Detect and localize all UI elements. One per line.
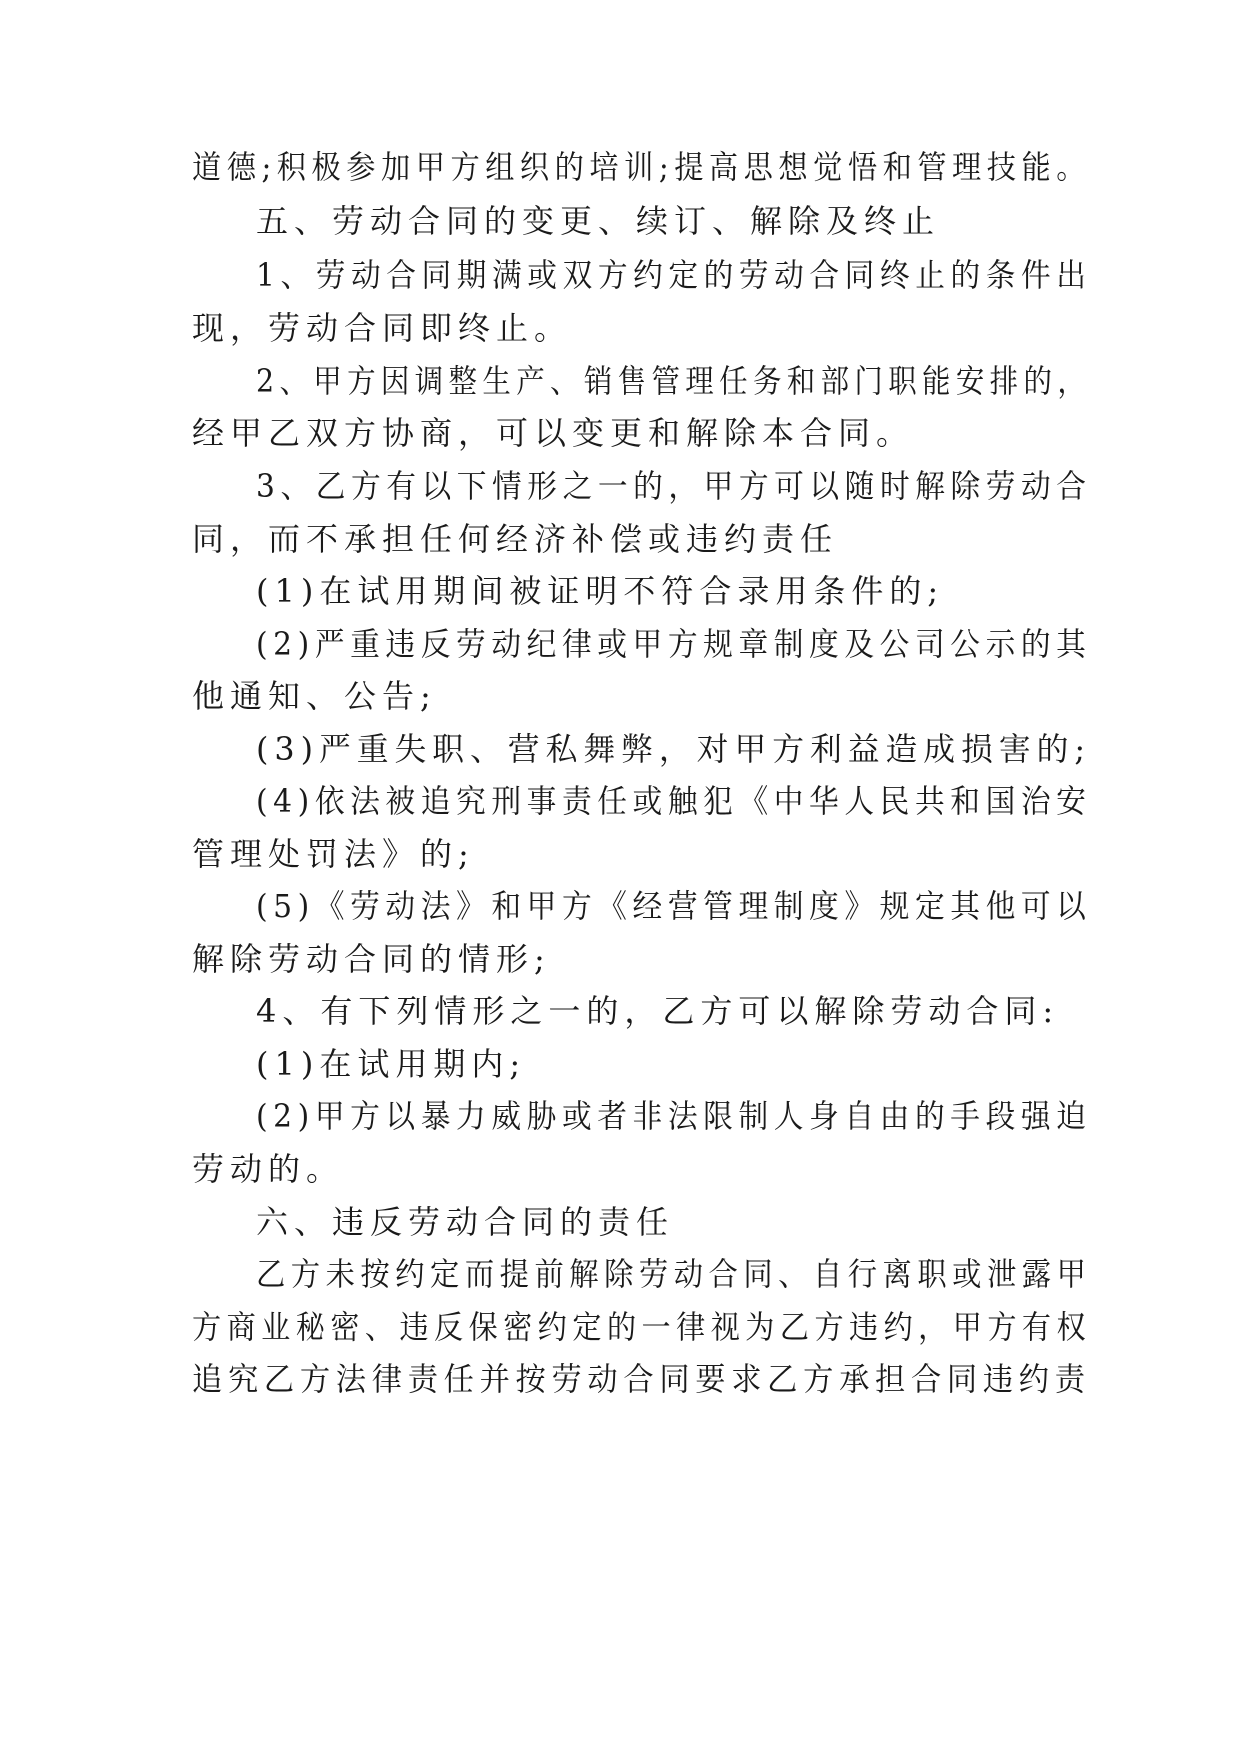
- text-line: 同，而不承担任何经济补偿或违约责任: [192, 520, 839, 558]
- list-item: (3)严重失职、营私舞弊，对甲方利益造成损害的;: [256, 730, 1092, 768]
- list-item: (2)甲方以暴力威胁或者非法限制人身自由的手段强迫: [256, 1097, 1092, 1135]
- list-item: (1)在试用期内;: [256, 1045, 527, 1083]
- section-heading: 五、劳动合同的变更、续订、解除及终止: [256, 202, 941, 240]
- text-line: 乙方未按约定而提前解除劳动合同、自行离职或泄露甲: [256, 1255, 1092, 1293]
- text-line: 3、乙方有以下情形之一的，甲方可以随时解除劳动合: [256, 467, 1092, 505]
- text-line: 追究乙方法律责任并按劳动合同要求乙方承担合同违约责: [192, 1360, 1091, 1398]
- text-line: 解除劳动合同的情形;: [192, 940, 551, 978]
- list-item: (1)在试用期间被证明不符合录用条件的;: [256, 572, 945, 610]
- text-line: 道德;积极参加甲方组织的培训;提高思想觉悟和管理技能。: [192, 148, 1091, 186]
- list-item: (2)严重违反劳动纪律或甲方规章制度及公司公示的其: [256, 625, 1092, 663]
- text-line: 现，劳动合同即终止。: [192, 309, 573, 347]
- text-line: 管理处罚法》的;: [192, 835, 475, 873]
- text-line: 他通知、公告;: [192, 677, 437, 715]
- text-line: 4、有下列情形之一的，乙方可以解除劳动合同:: [256, 992, 1060, 1030]
- list-item: (5)《劳动法》和甲方《经营管理制度》规定其他可以: [256, 887, 1092, 925]
- text-line: 方商业秘密、违反保密约定的一律视为乙方违约，甲方有权: [192, 1308, 1092, 1346]
- text-line: 1、劳动合同期满或双方约定的劳动合同终止的条件出: [256, 256, 1092, 294]
- text-line: 2、甲方因调整生产、销售管理任务和部门职能安排的，: [256, 362, 1092, 400]
- text-line: 劳动的。: [192, 1150, 345, 1188]
- text-line: 经甲乙双方协商，可以变更和解除本合同。: [192, 414, 915, 452]
- list-item: (4)依法被追究刑事责任或触犯《中华人民共和国治安: [256, 782, 1092, 820]
- section-heading: 六、违反劳动合同的责任: [256, 1203, 675, 1241]
